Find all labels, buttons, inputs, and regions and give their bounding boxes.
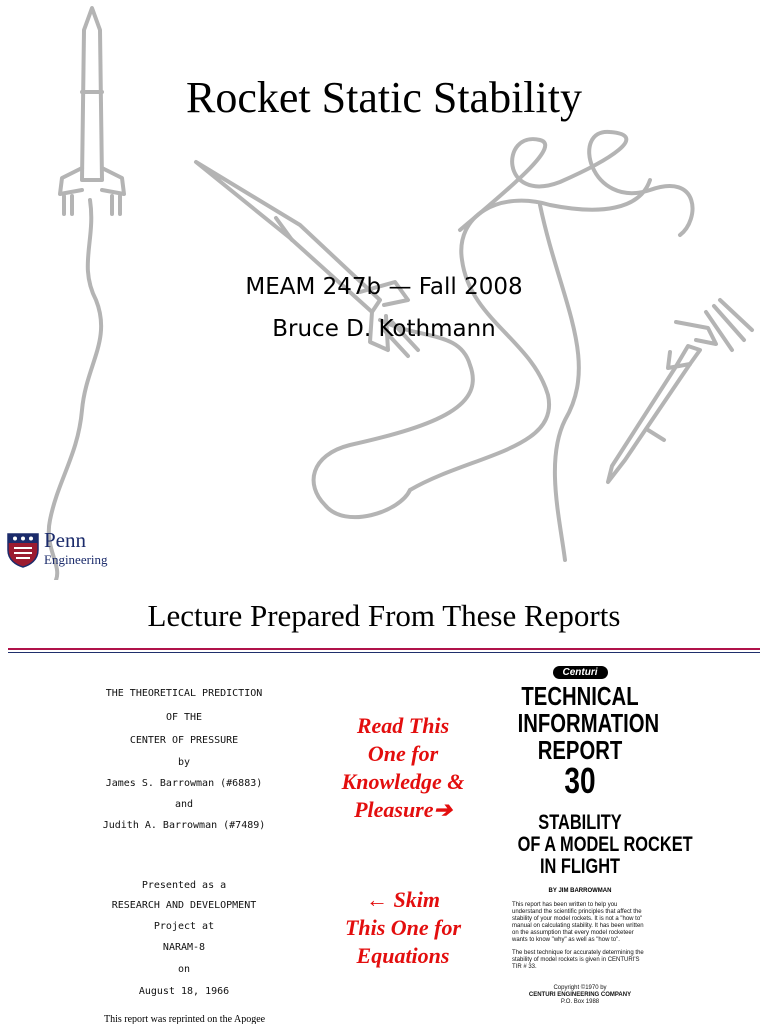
reprint-note: This report was reprinted on the Apogee — [104, 1014, 266, 1024]
course-label: MEAM 247b — Fall 2008 — [245, 274, 523, 300]
centuri-logo: Centuri — [553, 666, 608, 679]
read-note-line: One for — [367, 741, 439, 766]
report2-company: CENTURI ENGINEERING COMPANY — [528, 992, 632, 998]
report1-line: on — [177, 964, 191, 975]
read-note-line: Read This — [356, 713, 450, 738]
report2-blurb: This report has been written to help you understand the scientific principles that affect the stability of your model rockets. It is not a "how to" manual on calculating stability. It has been written on the assumption that every model rocketeer wants to know "why" as well as "how to". — [512, 902, 644, 943]
report1-line: RESEARCH AND DEVELOPMENT — [111, 900, 257, 911]
report1-line: Presented as a — [141, 880, 227, 891]
slide-title: Rocket Static Stability — [186, 73, 582, 122]
report1-line: James S. Barrowman (#6883) — [105, 778, 263, 789]
skim-note-line: This One for — [344, 915, 462, 940]
read-note-line: Pleasure➔ — [354, 797, 452, 822]
report2-blurb: The best technique for accurately determining the stability of model rockets is given in CENTURI'S TIR # 33. — [512, 950, 644, 970]
shield-icon — [6, 532, 40, 568]
report2-subtitle-line: OF A MODEL ROCKET — [517, 833, 693, 856]
report-centuri-cover — [500, 660, 693, 1024]
logo-line2: Engineering — [44, 552, 108, 567]
slide-title: Lecture Prepared From These Reports — [147, 598, 621, 633]
report1-line: by — [177, 757, 191, 768]
logo-line1: Penn — [44, 528, 86, 552]
report1-line: Judith A. Barrowman (#7489) — [102, 820, 266, 831]
report2-number: 30 — [564, 760, 596, 801]
report2-title-line: TECHNICAL — [521, 681, 639, 711]
title-rule-bottom — [8, 652, 760, 653]
report2-copyright: Copyright ©1970 by — [553, 985, 607, 991]
report1-line: THE THEORETICAL PREDICTION — [105, 688, 263, 699]
report2-subtitle-line: IN FLIGHT — [539, 855, 621, 878]
report1-line: August 18, 1966 — [138, 986, 230, 997]
report2-title-line: REPORT — [537, 735, 623, 765]
references-slide — [0, 580, 768, 1024]
report2-po-box: P.O. Box 1988 — [560, 999, 600, 1005]
report1-line: CENTER OF PRESSURE — [129, 735, 239, 746]
read-note-line: Knowledge & — [341, 769, 465, 794]
report1-line: Project at — [153, 921, 215, 932]
skim-note-line: ← Skim — [366, 887, 440, 912]
read-note — [318, 712, 488, 824]
report2-byline: BY JIM BARROWMAN — [548, 888, 612, 894]
report2-title-line: INFORMATION — [517, 708, 660, 738]
report1-line: NARAM-8 — [162, 942, 206, 953]
report2-subtitle-line: STABILITY — [538, 811, 622, 834]
report1-line: and — [174, 799, 194, 810]
report1-line: OF THE — [165, 712, 203, 723]
skim-note-line: Equations — [356, 943, 450, 968]
penn-engineering-logo — [6, 530, 116, 574]
author-name: Bruce D. Kothmann — [272, 316, 496, 342]
title-rule-top — [8, 648, 760, 650]
skim-note — [318, 886, 488, 970]
